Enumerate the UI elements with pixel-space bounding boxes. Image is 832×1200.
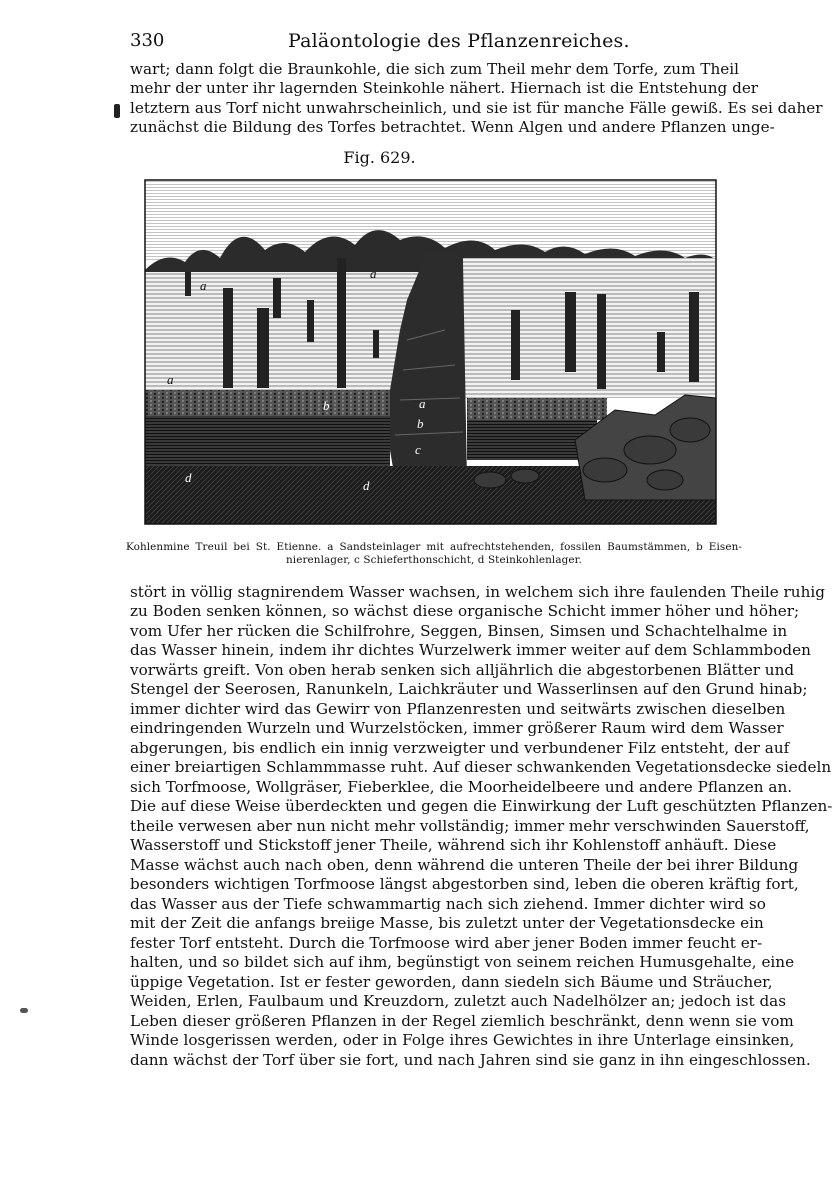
label-a: a: [370, 266, 377, 281]
caption-line: Kohlenmine Treuil bei St. Etienne. a Sandsteinlager mit aufrechtstehenden, fossilen Baumstämmen, b Eisen-: [126, 541, 742, 553]
text-line: halten, und so bildet sich auf ihm, begünstigt von seinem reichen Humusgehalte, eine: [130, 953, 795, 971]
margin-speck: [20, 1008, 28, 1013]
text-line: Stengel der Seerosen, Ranunkeln, Laichkräuter und Wasserlinsen auf den Grund hinab;: [130, 680, 808, 698]
label-a: a: [167, 372, 174, 387]
text-line: Masse wächst auch nach oben, denn während die unteren Theile der bei ihrer Bildung: [130, 856, 799, 874]
text-line: vom Ufer her rücken die Schilfrohre, Seggen, Binsen, Simsen und Schachtelhalme in: [130, 622, 788, 640]
label-d: d: [185, 470, 192, 485]
text-line: dann wächst der Torf über sie fort, und nach Jahren sind sie ganz in ihn eingeschlossen.: [130, 1051, 811, 1069]
text-line: einer breiartigen Schlammmasse ruht. Auf dieser schwankenden Vegetationsdecke siedeln: [130, 758, 832, 776]
label-b: b: [417, 416, 424, 431]
text-line: Leben dieser größeren Pflanzen in der Regel ziemlich beschränkt, denn wenn sie vom: [130, 1012, 794, 1030]
text-line: zu Boden senken können, so wächst diese organische Schicht immer höher und höher;: [130, 602, 800, 620]
text-line: mit der Zeit die anfangs breiige Masse, bis zuletzt unter der Vegetationsdecke ein: [130, 914, 764, 932]
text-line: Wasserstoff und Stickstoff jener Theile, während sich ihr Kohlenstoff anhäuft. Diese: [130, 836, 777, 854]
page-header: [130, 30, 737, 58]
text-line: das Wasser aus der Tiefe schwammartig nach sich ziehend. Immer dichter wird so: [130, 895, 766, 913]
text-line: Winde losgerissen werden, oder in Folge ihres Gewichtes in ihre Unterlage einsinken,: [130, 1031, 795, 1049]
text-line: das Wasser hinein, indem ihr dichtes Wurzelwerk immer weiter auf dem Schlammboden: [130, 641, 811, 659]
text-line: Weiden, Erlen, Faulbaum und Kreuzdorn, zuletzt auch Nadelhölzer an; jedoch ist das: [130, 992, 787, 1010]
running-title: Paläontologie des Pflanzenreiches.: [288, 30, 630, 52]
label-a: a: [419, 396, 426, 411]
page-number: 330: [130, 30, 165, 51]
text-line: mehr der unter ihr lagernden Steinkohle nähert. Hiernach ist die Entstehung der: [130, 79, 759, 97]
figure-label: Fig. 629.: [343, 148, 416, 167]
text-line: fester Torf entsteht. Durch die Torfmoose wird aber jener Boden immer feucht er-: [130, 934, 763, 952]
ironstone-layer: [145, 390, 390, 416]
shale-layer: [145, 416, 390, 466]
label-d: d: [363, 478, 370, 493]
text-line: eindringenden Wurzeln und Wurzelstöcken, immer größerer Raum wird dem Wasser: [130, 719, 784, 737]
label-c: c: [415, 442, 421, 457]
text-line: besonders wichtigen Torfmoose längst abgestorben sind, leben die oberen kräftig fort,: [130, 875, 799, 893]
label-a: a: [200, 278, 207, 293]
text-line: immer dichter wird das Gewirr von Pflanzenresten und seitwärts zwischen dieselben: [130, 700, 786, 718]
text-line: sich Torfmoose, Wollgräser, Fieberklee, die Moorheidelbeere und andere Pflanzen an.: [130, 778, 793, 796]
text-line: letztern aus Torf nicht unwahrscheinlich, und sie ist für manche Fälle gewiß. Es sei daher: [130, 99, 823, 117]
text-line: vorwärts greift. Von oben herab senken sich alljährlich die abgestorbenen Blätter und: [130, 661, 795, 679]
ironstone-layer-right: [467, 398, 607, 420]
text-line: abgerungen, bis endlich ein innig verzweigter und verbundener Filz entsteht, der auf: [130, 739, 790, 757]
coal-mine-engraving: [145, 180, 716, 524]
text-line: üppige Vegetation. Ist er fester geworden, dann siedeln sich Bäume und Sträucher,: [130, 973, 773, 991]
text-line: theile verwesen aber nun nicht mehr vollständig; immer mehr verschwinden Sauerstoff,: [130, 817, 810, 835]
sandstone-layer-right: [463, 258, 716, 398]
margin-ink-mark: [114, 104, 120, 118]
text-line: stört in völlig stagnirendem Wasser wachsen, in welchem sich ihre faulenden Theile ruhig: [130, 583, 825, 601]
text-line: Die auf diese Weise überdeckten und gegen die Einwirkung der Luft geschützten Pflanzen-: [130, 797, 832, 815]
label-b: b: [323, 398, 330, 413]
caption-line: nierenlager, c Schieferthonschicht, d Steinkohlenlager.: [286, 554, 582, 566]
text-line: wart; dann folgt die Braunkohle, die sich zum Theil mehr dem Torfe, zum Theil: [130, 60, 739, 78]
text-line: zunächst die Bildung des Torfes betrachtet. Wenn Algen und andere Pflanzen unge-: [130, 118, 775, 136]
